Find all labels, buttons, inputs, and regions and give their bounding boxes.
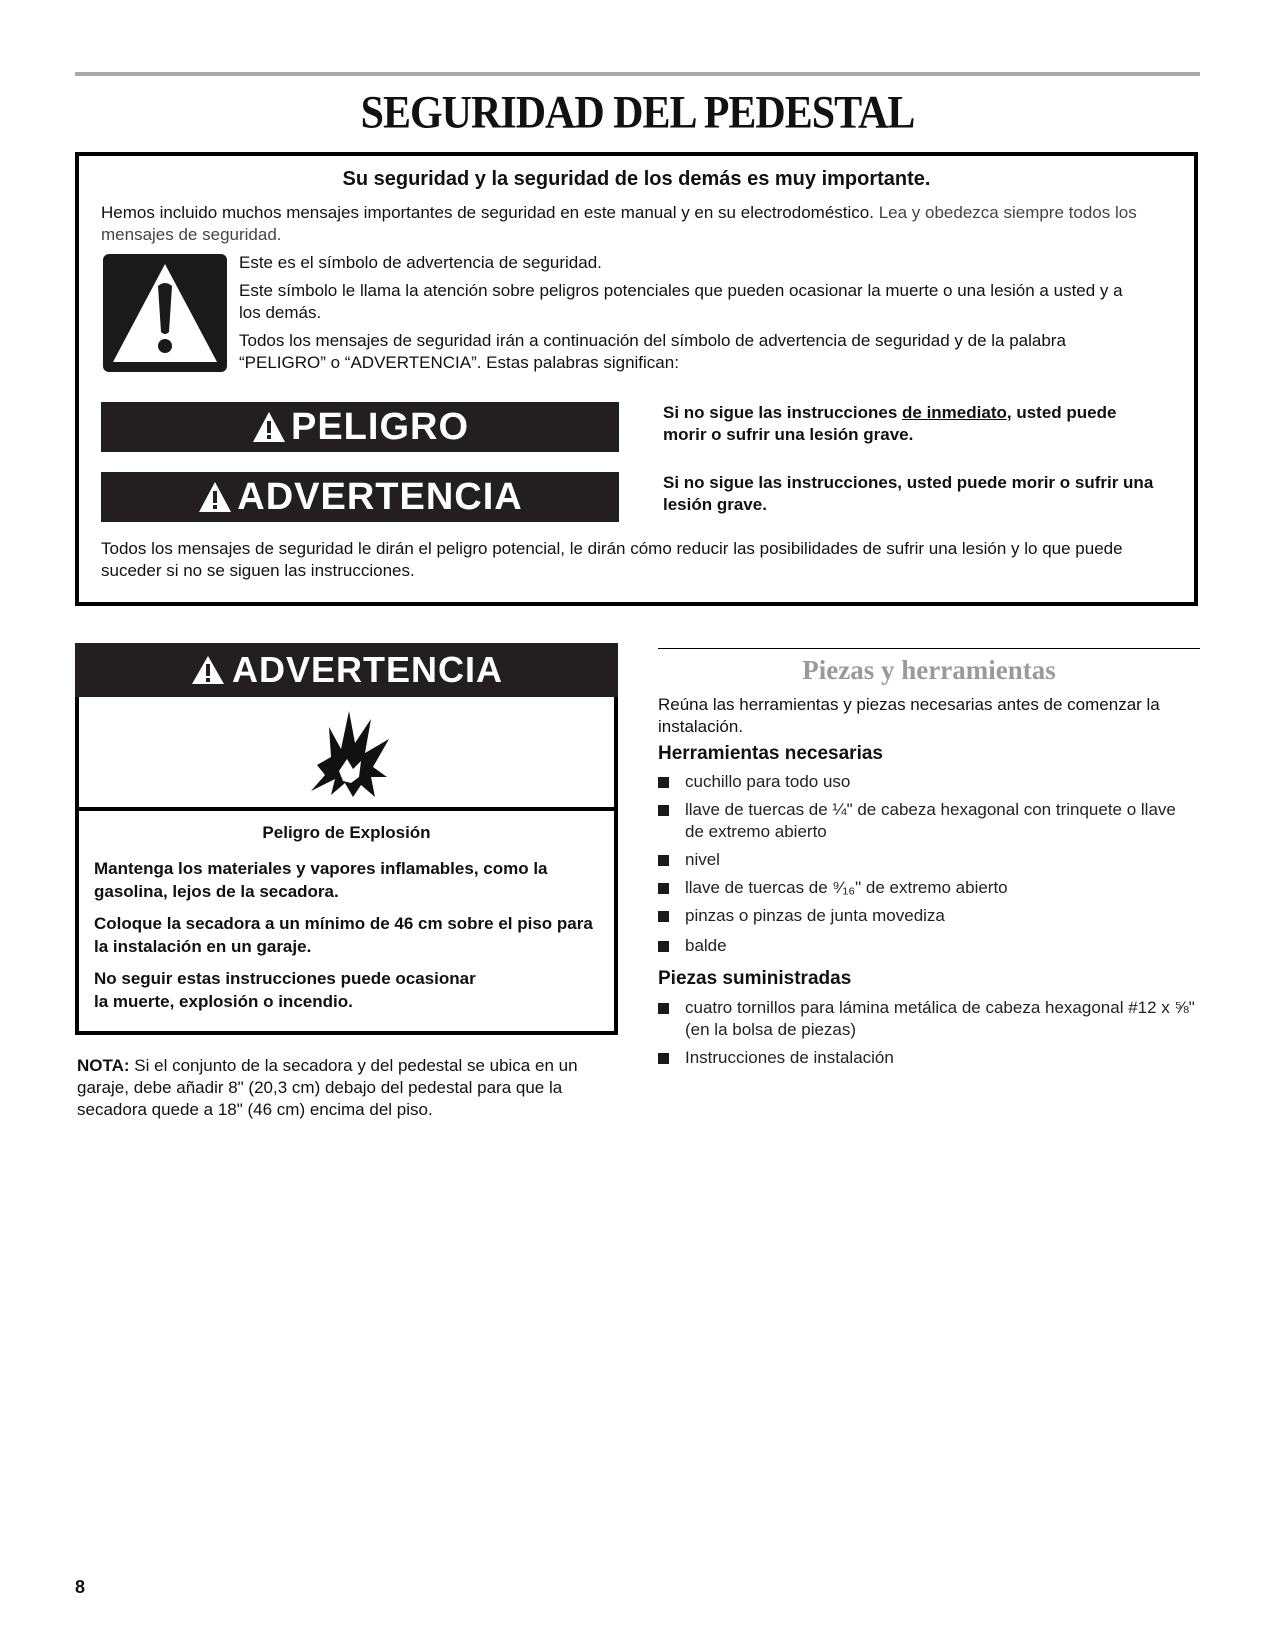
bullet xyxy=(658,855,669,866)
list-item xyxy=(658,905,1198,927)
bullet xyxy=(658,911,669,922)
tools-list xyxy=(658,771,1198,957)
danger-alert-icon xyxy=(251,410,287,444)
safety-heading: Su seguridad y la seguridad de los demás es muy importante. xyxy=(342,168,931,190)
danger-desc-end: , usted puede morir o sufrir una lesión grave. xyxy=(663,403,1117,444)
list-item-text: cuchillo para todo uso xyxy=(685,772,851,791)
explosion-warning-box xyxy=(75,643,618,1035)
safety-intro xyxy=(101,202,1181,246)
safety-intro-main: Hemos incluido muchos mensajes importantes de seguridad en este manual y en su electrodoméstico. xyxy=(101,203,874,222)
bullet xyxy=(658,941,669,952)
warning-box-header-label: ADVERTENCIA xyxy=(231,649,503,690)
tools-heading: Herramientas necesarias xyxy=(658,743,883,764)
warning-text-3-line2: la muerte, explosión o incendio. xyxy=(94,992,353,1011)
symbol-text-3: Todos los mensajes de seguridad irán a continuación del símbolo de advertencia de seguridad y de la palabra “PELIGRO” o “ADVERTENCIA”. Estas palabras significan: xyxy=(239,331,1066,372)
warning-box-divider xyxy=(79,807,614,811)
bullet xyxy=(658,883,669,894)
warning-text-3 xyxy=(94,967,604,1013)
warning-description: Si no sigue las instrucciones, usted puede morir o sufrir una lesión grave. xyxy=(663,473,1154,514)
list-item-text: llave de tuercas de ⁹⁄₁₆" de extremo abierto xyxy=(685,878,1008,897)
warning-box-header xyxy=(75,643,618,697)
warning-label: ADVERTENCIA xyxy=(237,475,523,518)
note-label: NOTA: xyxy=(77,1056,130,1075)
parts-section-title: Piezas y herramientas xyxy=(802,655,1056,685)
list-item xyxy=(658,1047,1198,1069)
warning-signal-bar xyxy=(101,472,619,522)
danger-desc-emphasis: de inmediato xyxy=(902,403,1007,422)
safety-info-box xyxy=(75,152,1198,606)
list-item xyxy=(658,877,1198,899)
danger-signal-bar xyxy=(101,402,619,452)
list-item-text: pinzas o pinzas de junta movediza xyxy=(685,906,945,925)
list-item-text: balde xyxy=(685,936,727,955)
list-item xyxy=(658,799,1198,843)
list-item xyxy=(658,849,1198,871)
warning-text-3-line1: No seguir estas instrucciones puede ocasionar xyxy=(94,969,476,988)
danger-label: PELIGRO xyxy=(290,405,470,448)
bullet xyxy=(658,1003,669,1014)
list-item-text: cuatro tornillos para lámina metálica de cabeza hexagonal #12 x ⅝" (en la bolsa de piezas) xyxy=(685,998,1195,1039)
list-item xyxy=(658,997,1198,1041)
parts-intro: Reúna las herramientas y piezas necesarias antes de comenzar la instalación. xyxy=(658,695,1160,736)
danger-desc-start: Si no sigue las instrucciones xyxy=(663,403,903,422)
safety-intro-secondary: Lea y obedezca siempre todos los mensajes de seguridad. xyxy=(101,203,1137,244)
warning-text-1: Mantenga los materiales y vapores inflamables, como la gasolina, lejos de la secadora. xyxy=(94,859,548,901)
list-item-text: llave de tuercas de ¼" de cabeza hexagonal con trinquete o llave de extremo abierto xyxy=(685,800,1176,841)
warning-header-alert-icon xyxy=(190,654,226,686)
list-item xyxy=(658,771,1198,793)
warning-alert-icon xyxy=(197,480,233,514)
explosion-hazard-title: Peligro de Explosión xyxy=(262,823,431,842)
list-item-text: nivel xyxy=(685,850,720,869)
note-text: Si el conjunto de la secadora y del pedestal se ubica en un garaje, debe añadir 8" (20,3 cm) debajo del pedestal para que la secadora quede a 18" (46 cm) encima del piso. xyxy=(77,1056,578,1119)
supplied-parts-list xyxy=(658,997,1198,1069)
safety-alert-symbol-icon xyxy=(103,254,227,372)
page-number: 8 xyxy=(75,1577,86,1597)
list-item xyxy=(658,935,1198,957)
danger-description xyxy=(663,402,1163,446)
bullet xyxy=(658,805,669,816)
explosion-icon xyxy=(307,705,395,799)
bullet xyxy=(658,1053,669,1064)
bullet xyxy=(658,777,669,788)
safety-footer: Todos los mensajes de seguridad le dirán el peligro potencial, le dirán cómo reducir las posibilidades de sufrir una lesión y lo que puede suceder si no se siguen las instrucciones. xyxy=(101,539,1123,580)
top-rule xyxy=(75,72,1200,76)
garage-note xyxy=(77,1055,622,1121)
warning-text-2: Coloque la secadora a un mínimo de 46 cm sobre el piso para la instalación en un garaje. xyxy=(94,914,593,956)
symbol-text-2: Este símbolo le llama la atención sobre peligros potenciales que pueden ocasionar la muerte o una lesión a usted y a los demás. xyxy=(239,281,1123,322)
section-rule xyxy=(658,648,1200,649)
symbol-text-1: Este es el símbolo de advertencia de seguridad. xyxy=(239,253,602,272)
list-item-text: Instrucciones de instalación xyxy=(685,1048,894,1067)
page-title: SEGURIDAD DEL PEDESTAL xyxy=(360,87,915,139)
supplied-parts-heading: Piezas suministradas xyxy=(658,968,852,989)
